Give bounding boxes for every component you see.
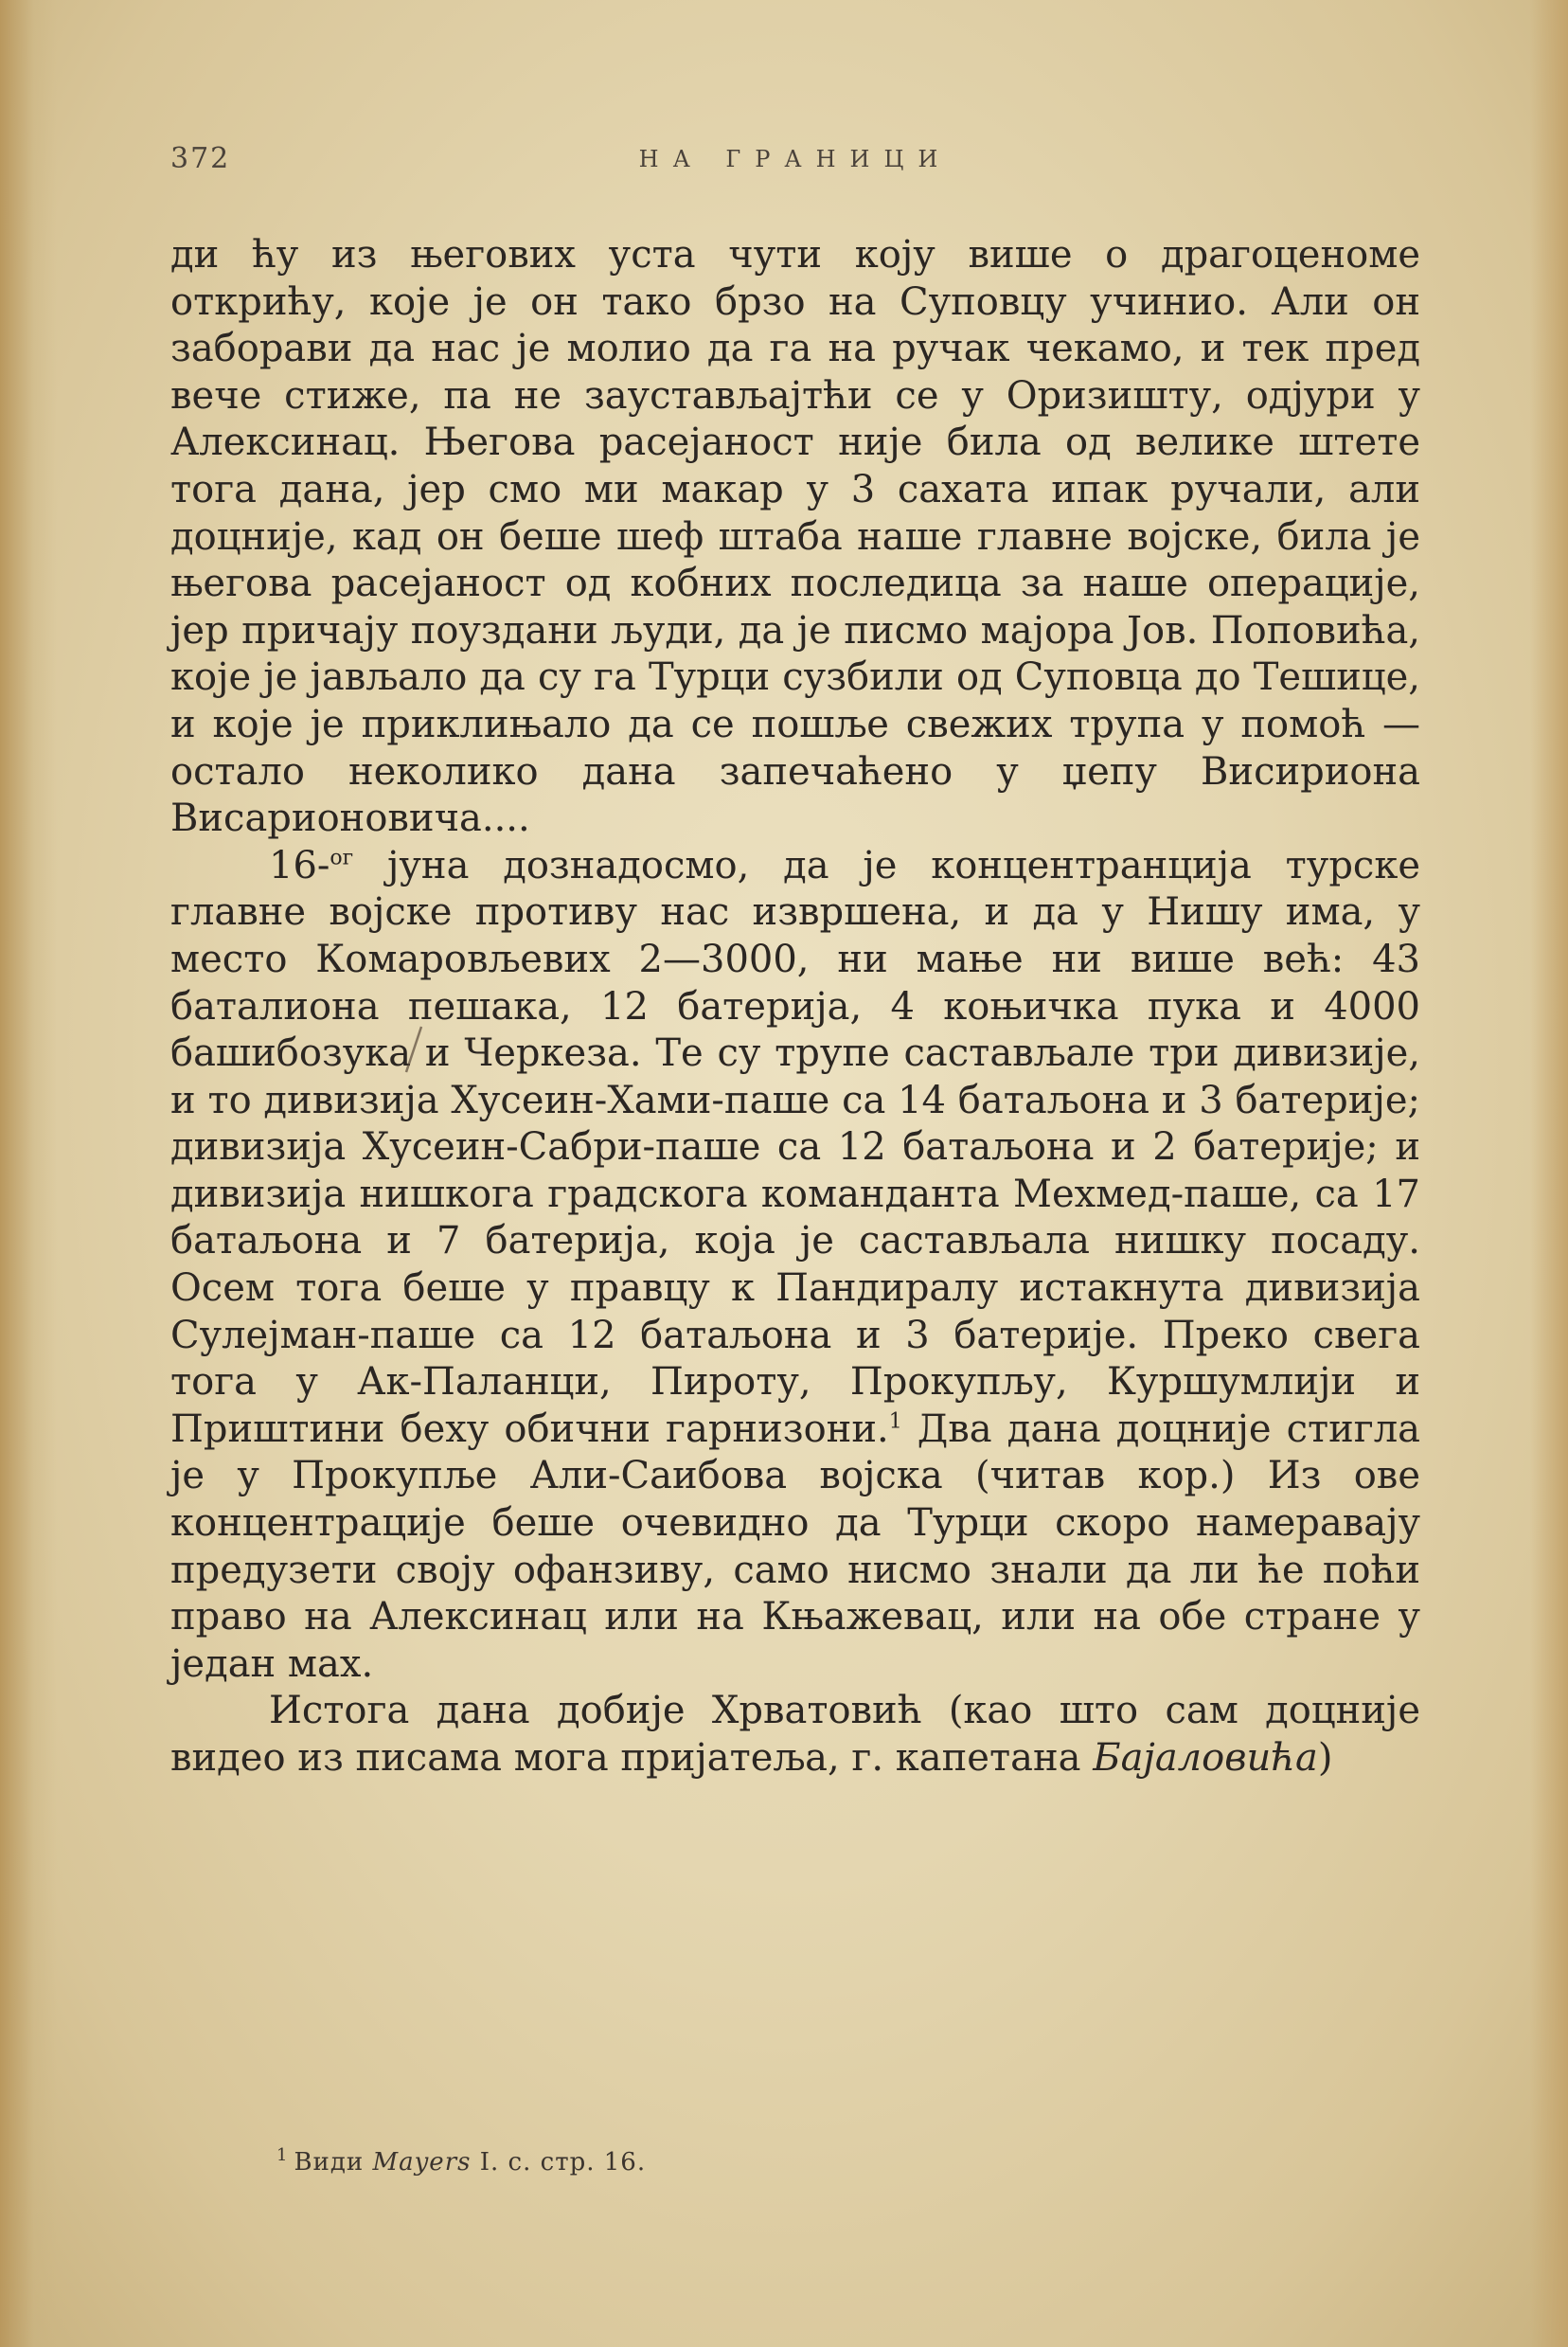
date-superscript: ог <box>330 846 354 870</box>
footnote <box>276 2145 1413 2177</box>
paragraph-3-italic-name: Бајаловића <box>1093 1736 1318 1780</box>
page-edge-right <box>1530 0 1568 2347</box>
footnote-reference: 1 <box>888 1409 902 1434</box>
date-number: 16- <box>269 843 330 887</box>
footnote-suffix: I. с. стр. 16. <box>471 2148 647 2177</box>
footnote-author: Mayers <box>372 2148 472 2177</box>
main-text <box>170 232 1420 1783</box>
paragraph-2-text-b: Два дана доцније стигла је у Прокупље Али-Саибова војска (читав кор.) Из ове концентрације беше очевидно да Турци скоро намеравају предузети своју офанзиву, само нисмо знали да ли ће поћи право на Алексинац или на Књажевац, или на обе стране у један мах. <box>170 1406 1420 1686</box>
paragraph-2-text-a: јуна дознадосмо, да је концентранција турске главне војске противу нас извршена, и да у Нишу има, у место Комаровљевих 2—3000, ни мање ни више већ: 43 баталиона пешака, 12 батерија, 4 коњичка пука и 4000 башибозука и Черкеза. Те су трупе састављале три дивизије, и то дивизија Хусеин-Хами-паше са 14 батаљона и 3 батерије; дивизија Хусеин-Сабри-паше са 12 батаљона и 2 батерије; и дивизија нишкога градскога команданта Мехмед-паше, са 17 батаљона и 7 батерија, која је састављала нишку посаду. Осем тога беше у правцу к Пандиралу истакнута дивизија Сулејман-паше са 12 батаљона и 3 батерије. Преко свега тога у Ак-Паланци, Пироту, Прокупљу, Куршумлији и Приштини беху обични гарнизони. <box>170 843 1420 1451</box>
footnote-prefix: Види <box>294 2148 373 2177</box>
footnote-marker: 1 <box>276 2145 289 2166</box>
paragraph-3-text: Истога дана добије Хрватовић (као што сам доцније видео из писама мога пријатеља, г. капетана <box>170 1689 1420 1780</box>
page-number: 372 <box>170 142 231 175</box>
running-header <box>170 142 1420 180</box>
paragraph-3 <box>170 1688 1420 1782</box>
paragraph-3-closing: ) <box>1317 1736 1333 1780</box>
running-title: НА ГРАНИЦИ <box>638 146 953 172</box>
pencil-mark <box>383 1021 440 1078</box>
page-edge-left <box>0 0 57 2347</box>
paragraph-1: ди ћу из његових уста чути коју више о драгоценоме открићу, које је он тако брзо на Суповцу учинио. Али он заборави да нас је молио да га на ручак чекамо, и тек пред вече стиже, па не заустављајтћи се у Оризишту, одјури у Алексинац. Његова расејаност није била од велике штете тога дана, јер смо ми макар у 3 сахата ипак ручали, али доцније, кад он беше шеф штаба наше главне војске, била је његова расејаност од кобних последица за наше операције, јер причају поуздани људи, да је писмо мајора Јов. Поповића, које је јављало да су га Турци сузбили од Суповца до Тешице, и које је приклињало да се пошље свежих трупа у помоћ — остало неколико дана запечаћено у џепу Висириона Висарионовича.... <box>170 233 1420 841</box>
paragraph-2 <box>170 843 1420 1689</box>
